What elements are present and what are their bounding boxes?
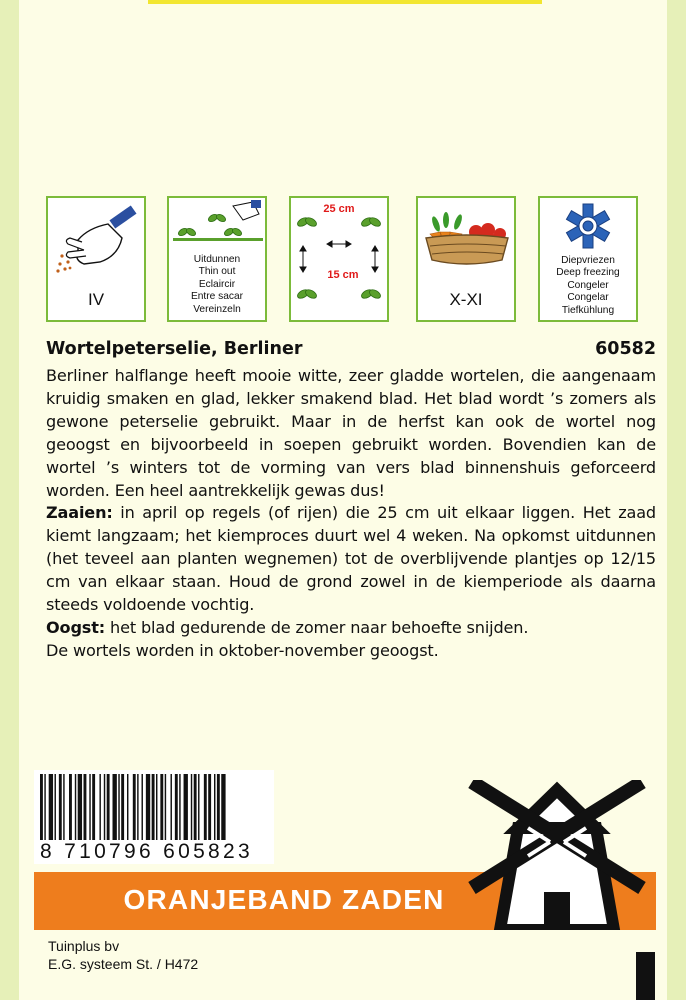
sowing-month: IV (87, 290, 105, 309)
left-border-strip (0, 0, 19, 1000)
thinning-labels (169, 254, 265, 316)
company-info (48, 937, 198, 973)
harvest-roots-paragraph: De wortels worden in oktober-november geoogst. (46, 640, 439, 660)
harvest-basket-icon (418, 198, 514, 278)
thinning-label: Uitdunnen (193, 254, 241, 265)
company-reference: E.G. systeem St. / H472 (48, 956, 199, 972)
plant-spacing-icon (291, 198, 387, 320)
product-title-row (46, 339, 656, 363)
sowing-label: Zaaien: (46, 503, 113, 523)
harvest-months: X-XI (449, 290, 483, 309)
thinning-box (167, 196, 267, 322)
row-spacing-label: 25 cm (323, 203, 355, 215)
thinning-label: Thin out (198, 266, 236, 278)
thinning-label: Entre sacar (190, 291, 244, 303)
barcode-digits: 8 710796 605823 (40, 840, 253, 863)
thinning-seedlings-icon (169, 198, 265, 248)
freezing-labels (540, 255, 636, 317)
freezing-box (538, 196, 638, 322)
harvest-label: Oogst: (46, 617, 106, 637)
sowing-time-box (46, 196, 146, 322)
top-accent-bar (148, 0, 542, 4)
freezing-label: Diepvriezen (561, 255, 615, 266)
sowing-text: in april op regels (of rijen) die 25 cm uit elkaar liggen. Het zaad kiemt langzaam; het kiemproces duurt wel 4 weken. Na opkomst uitdunnen (het teveel aan planten wegnemen) tot de overblijvende plantjes op 12/15 cm van elkaar staan. Houd de grond zowel in de kiemperiode als daarna steeds voldoende vochtig. (46, 503, 656, 615)
right-bottom-marker (636, 952, 655, 1000)
intro-paragraph: Berliner halflange heeft mooie witte, zeer gladde wortelen, die aangenaam kruidig smaken en glad, lekker smakend blad. Het blad wordt ’s zomers als gewone peterselie gebruikt. Maar in de herfst kan ook de wortel nog geoogst en bijvoorbeeld in soepen gebruikt worden. Bovendien kan de wortel ’s winters tot de vorming van vers blad binnenshuis geforceerd worden. Een heel aantrekkelijk gewas dus! (46, 366, 656, 500)
freezing-label: Tiefkühlung (561, 304, 615, 316)
plant-spacing-label: 15 cm (327, 269, 359, 281)
harvest-paragraph (46, 617, 656, 640)
thinning-label: Eclaircir (198, 278, 236, 290)
product-description (46, 365, 656, 663)
product-code: 60582 (595, 339, 656, 359)
snowflake-icon (540, 198, 636, 254)
product-name: Wortelpeterselie, Berliner (46, 339, 303, 359)
freezing-label: Congelar (567, 292, 609, 304)
harvest-text: het blad gedurende de zomer naar behoefte snijden. (105, 617, 529, 637)
company-name: Tuinplus bv (48, 938, 120, 954)
plant-spacing-box (289, 196, 389, 322)
freezing-label: Congeler (567, 279, 609, 291)
freezing-label: Deep freezing (556, 267, 620, 279)
harvest-time-box (416, 196, 516, 322)
hand-sowing-seeds-icon (48, 198, 144, 288)
right-border-strip (667, 0, 686, 1000)
thinning-label: Vereinzeln (193, 303, 241, 315)
sowing-paragraph (46, 502, 656, 617)
brand-name: ORANJEBAND ZADEN (123, 884, 445, 915)
windmill-logo-icon (466, 780, 648, 930)
